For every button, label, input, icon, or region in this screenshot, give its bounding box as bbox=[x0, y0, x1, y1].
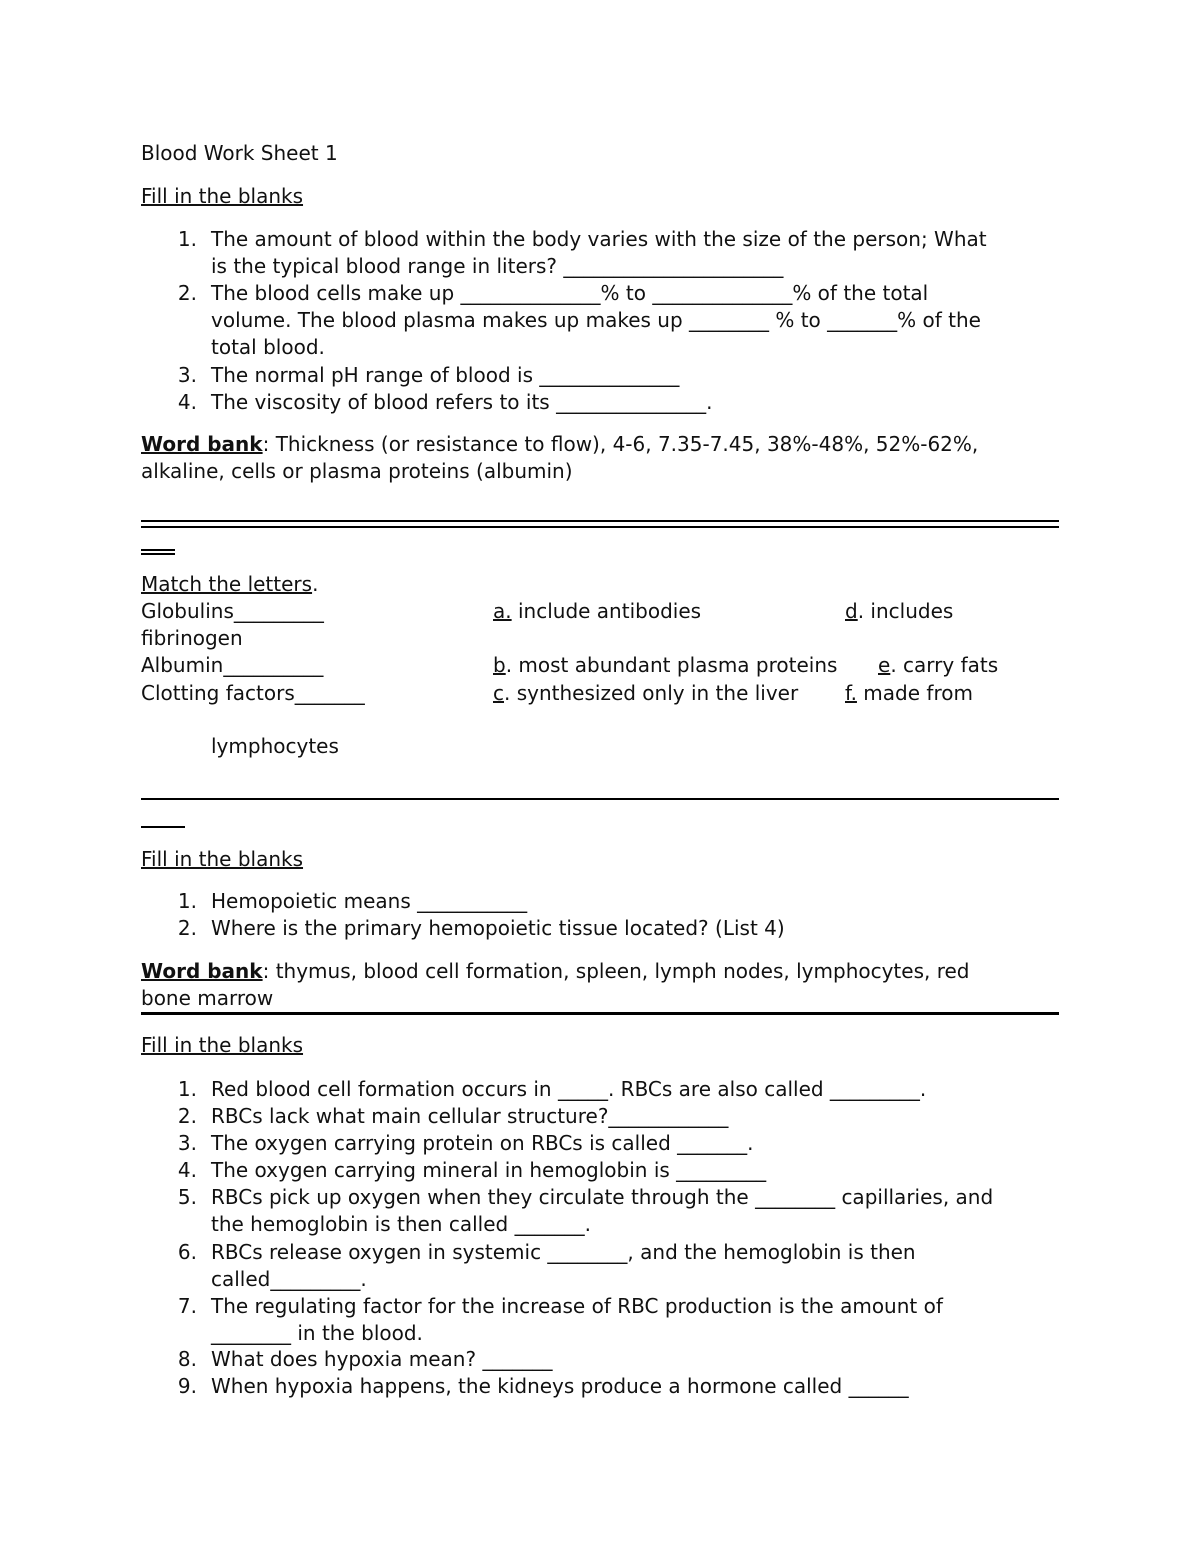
option-a-letter: a. bbox=[493, 599, 512, 623]
s1-item3-number: 3. bbox=[177, 363, 197, 387]
s4-item3-line1: The oxygen carrying protein on RBCs is called _______. bbox=[211, 1131, 754, 1155]
section2-heading-period: . bbox=[312, 572, 319, 596]
section1-heading: Fill in the blanks bbox=[141, 184, 304, 208]
s3-wordbank-line2: bone marrow bbox=[141, 986, 274, 1010]
s4-item6-line1: RBCs release oxygen in systemic ________, and the hemoglobin is then bbox=[211, 1240, 916, 1264]
s3-item2-text: Where is the primary hemopoietic tissue located? (List 4) bbox=[211, 916, 785, 940]
match-option-d-continued: fibrinogen bbox=[141, 626, 243, 650]
section-divider-1b bbox=[141, 526, 1059, 528]
match-option-e bbox=[878, 652, 998, 679]
match-option-f-continued: lymphocytes bbox=[211, 734, 339, 758]
match-option-a bbox=[493, 598, 701, 625]
s1-item2-number: 2. bbox=[177, 281, 197, 305]
section4-heading: Fill in the blanks bbox=[141, 1033, 304, 1057]
match-option-f bbox=[845, 680, 973, 707]
s3-item1-number: 1. bbox=[177, 889, 197, 913]
s4-item5-number: 5. bbox=[177, 1185, 197, 1209]
section2-heading: Match the letters bbox=[141, 572, 313, 596]
divider-stub-2 bbox=[141, 826, 185, 828]
s4-item4-line1: The oxygen carrying mineral in hemoglobin is _________ bbox=[211, 1158, 767, 1182]
option-b-text: . most abundant plasma proteins bbox=[505, 653, 838, 677]
worksheet-title: Blood Work Sheet 1 bbox=[141, 141, 338, 165]
s1-item3-line1: The normal pH range of blood is ______________ bbox=[211, 363, 680, 387]
s4-item1-number: 1. bbox=[177, 1077, 197, 1101]
option-d-text: . includes bbox=[857, 599, 954, 623]
option-e-text: . carry fats bbox=[890, 653, 999, 677]
s3-wordbank-text: : thymus, blood cell formation, spleen, lymph nodes, lymphocytes, red bbox=[262, 959, 970, 983]
s4-item7-number: 7. bbox=[177, 1294, 197, 1318]
match-option-c bbox=[493, 680, 798, 707]
s4-item1-line1: Red blood cell formation occurs in _____. RBCs are also called _________. bbox=[211, 1077, 927, 1101]
s1-item2-line3: total blood. bbox=[211, 335, 325, 359]
s1-wordbank-label: Word bank bbox=[141, 432, 263, 456]
s1-item4-number: 4. bbox=[177, 390, 197, 414]
s4-item9-number: 9. bbox=[177, 1374, 197, 1398]
s1-item1-line1: The amount of blood within the body varies with the size of the person; What bbox=[211, 227, 987, 251]
match-option-d bbox=[845, 598, 953, 625]
s4-item5-line1: RBCs pick up oxygen when they circulate through the ________ capillaries, and bbox=[211, 1185, 994, 1209]
option-c-text: . synthesized only in the liver bbox=[504, 681, 799, 705]
s1-wordbank-line2: alkaline, cells or plasma proteins (albumin) bbox=[141, 459, 573, 483]
section2-heading-line bbox=[141, 571, 318, 598]
s4-item7-line2: ________ in the blood. bbox=[211, 1321, 423, 1345]
s1-item2-line1: The blood cells make up ______________% to ______________% of the total bbox=[211, 281, 929, 305]
s4-item8-line1: What does hypoxia mean? _______ bbox=[211, 1347, 553, 1371]
s4-item7-line1: The regulating factor for the increase of RBC production is the amount of bbox=[211, 1294, 943, 1318]
s1-wordbank-line1 bbox=[141, 431, 978, 458]
option-f-text: made from bbox=[856, 681, 973, 705]
option-f-letter: f. bbox=[845, 681, 857, 705]
divider-stub-1b bbox=[141, 553, 175, 555]
s4-item3-number: 3. bbox=[177, 1131, 197, 1155]
s4-item2-number: 2. bbox=[177, 1104, 197, 1128]
s1-wordbank-text: : Thickness (or resistance to flow), 4-6, 7.35-7.45, 38%-48%, 52%-62%, bbox=[262, 432, 979, 456]
match-term-albumin: Albumin__________ bbox=[141, 653, 324, 677]
section-divider-1a bbox=[141, 520, 1059, 522]
option-e-letter: e bbox=[878, 653, 891, 677]
match-term-globulins: Globulins_________ bbox=[141, 599, 324, 623]
option-b-letter: b bbox=[493, 653, 506, 677]
s3-item1-text: Hemopoietic means ___________ bbox=[211, 889, 528, 913]
s3-wordbank-line1 bbox=[141, 958, 970, 985]
s4-item6-line2: called_________. bbox=[211, 1267, 367, 1291]
option-d-letter: d bbox=[845, 599, 858, 623]
s4-item6-number: 6. bbox=[177, 1240, 197, 1264]
match-option-b bbox=[493, 652, 837, 679]
s3-wordbank-label: Word bank bbox=[141, 959, 263, 983]
option-c-letter: c bbox=[493, 681, 504, 705]
divider-stub-1a bbox=[141, 549, 175, 551]
section3-heading: Fill in the blanks bbox=[141, 847, 304, 871]
s4-item8-number: 8. bbox=[177, 1347, 197, 1371]
s1-item1-number: 1. bbox=[177, 227, 197, 251]
section-divider-3 bbox=[141, 1012, 1059, 1015]
s3-item2-number: 2. bbox=[177, 916, 197, 940]
option-a-text: include antibodies bbox=[511, 599, 702, 623]
match-term-clotting-factors: Clotting factors_______ bbox=[141, 681, 365, 705]
s4-item4-number: 4. bbox=[177, 1158, 197, 1182]
s4-item9-line1: When hypoxia happens, the kidneys produce a hormone called ______ bbox=[211, 1374, 909, 1398]
s1-item2-line2: volume. The blood plasma makes up makes up ________ % to _______% of the bbox=[211, 308, 981, 332]
s4-item5-line2: the hemoglobin is then called _______. bbox=[211, 1212, 591, 1236]
s1-item4-line1: The viscosity of blood refers to its _______________. bbox=[211, 390, 713, 414]
s4-item2-line1: RBCs lack what main cellular structure?____________ bbox=[211, 1104, 729, 1128]
section-divider-2 bbox=[141, 798, 1059, 800]
s1-item1-line2: is the typical blood range in liters? ______________________ bbox=[211, 254, 784, 278]
